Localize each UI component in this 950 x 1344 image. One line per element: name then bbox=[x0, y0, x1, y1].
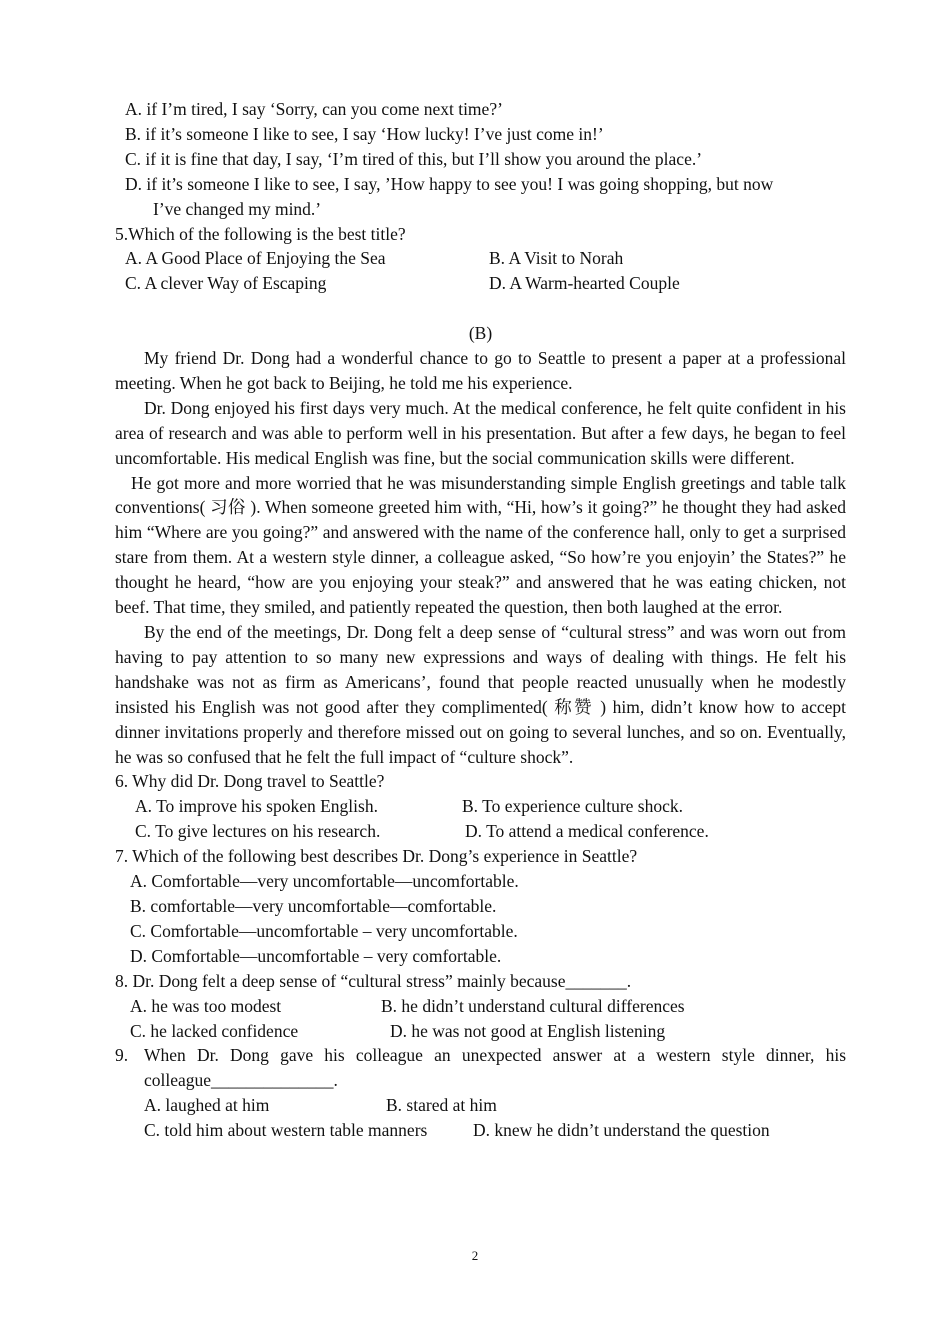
section-b-heading: (B) bbox=[468, 323, 493, 344]
q5-option-b: B. A Visit to Norah bbox=[489, 248, 624, 269]
q6-option-c: C. To give lectures on his research. bbox=[135, 821, 381, 842]
spacer bbox=[115, 296, 846, 321]
q5-option-a: A. A Good Place of Enjoying the Sea bbox=[125, 248, 386, 269]
q4-option-d: D. if it’s someone I like to see, I say, ’How happy to see you! I was going shopping, but now bbox=[125, 173, 774, 194]
q9-option-d: D. knew he didn’t understand the question bbox=[473, 1120, 770, 1141]
q9-number: 9. bbox=[115, 1045, 129, 1066]
q6-options-row-1 bbox=[115, 794, 846, 819]
q7-option-d: D. Comfortable—uncomfortable – very comfortable. bbox=[130, 945, 502, 966]
q9-option-a: A. laughed at him bbox=[144, 1095, 270, 1116]
q9-options-row-1 bbox=[115, 1093, 846, 1118]
q4-option-d-continued: I’ve changed my mind.’ bbox=[153, 198, 322, 219]
passage-paragraph-3: He got more and more worried that he was misunderstanding simple English greetings and table talk conventions( 习俗 ). When someone greeted him with, “Hi, how’s it going?” he thought they had asked him “Where are you going?” and answered with the name of the conference hall, only to get a surprised stare from them. At a western style dinner, a colleague asked, “So how’re you enjoyin’ the States?” he thought he heard, “how are you enjoying your steak?” and answered that he was eating chicken, not beef. That time, they smiled, and patiently repeated the question, then both laughed at the error. bbox=[115, 472, 846, 618]
q9-question bbox=[115, 1043, 846, 1093]
q6-stem: 6. Why did Dr. Dong travel to Seattle? bbox=[115, 771, 385, 792]
q9-options-row-2 bbox=[115, 1118, 846, 1143]
q4-option-b: B. if it’s someone I like to see, I say ‘How lucky! I’ve just come in!’ bbox=[125, 123, 604, 144]
q7-option-b: B. comfortable—very uncomfortable—comfortable. bbox=[130, 895, 497, 916]
q4-option-c: C. if it is fine that day, I say, ‘I’m tired of this, but I’ll show you around the place.’ bbox=[125, 148, 703, 169]
q5-option-c: C. A clever Way of Escaping bbox=[125, 273, 327, 294]
q5-stem: 5.Which of the following is the best title? bbox=[115, 223, 406, 244]
q8-option-b: B. he didn’t understand cultural differences bbox=[381, 995, 685, 1016]
q9-option-c: C. told him about western table manners bbox=[144, 1120, 428, 1141]
q9-stem: When Dr. Dong gave his colleague an unexpected answer at a western style dinner, his colleague______________. bbox=[144, 1045, 846, 1091]
q9-option-b: B. stared at him bbox=[386, 1095, 497, 1116]
q4-option-a: A. if I’m tired, I say ‘Sorry, can you come next time?’ bbox=[125, 99, 503, 119]
q6-option-b: B. To experience culture shock. bbox=[462, 796, 684, 817]
q5-options-row-1 bbox=[115, 246, 846, 271]
q8-options-row-2 bbox=[115, 1019, 846, 1044]
q8-option-d: D. he was not good at English listening bbox=[390, 1020, 666, 1041]
q8-option-a: A. he was too modest bbox=[130, 995, 282, 1016]
q7-option-a: A. Comfortable—very uncomfortable—uncomfortable. bbox=[130, 871, 519, 892]
page-number: 2 bbox=[471, 1248, 479, 1263]
q7-option-c: C. Comfortable—uncomfortable – very uncomfortable. bbox=[130, 920, 518, 941]
passage-paragraph-1: My friend Dr. Dong had a wonderful chance to go to Seattle to present a paper at a professional meeting. When he got back to Beijing, he told me his experience. bbox=[115, 348, 846, 393]
page-content bbox=[115, 97, 846, 1143]
q8-options-row-1 bbox=[115, 994, 846, 1019]
q8-stem: 8. Dr. Dong felt a deep sense of “cultural stress” mainly because_______. bbox=[115, 970, 632, 991]
passage-paragraph-2: Dr. Dong enjoyed his first days very much. At the medical conference, he felt quite confident in his area of research and was able to perform well in his presentation. But after a few days, he began to feel uncomfortable. His medical English was fine, but the social communication skills were different. bbox=[115, 397, 846, 468]
q7-stem: 7. Which of the following best describes Dr. Dong’s experience in Seattle? bbox=[115, 846, 638, 867]
q5-options-row-2 bbox=[115, 271, 846, 296]
q5-option-d: D. A Warm-hearted Couple bbox=[489, 273, 680, 294]
q8-option-c: C. he lacked confidence bbox=[130, 1020, 299, 1041]
q6-options-row-2 bbox=[115, 819, 846, 844]
q6-option-d: D. To attend a medical conference. bbox=[465, 821, 709, 842]
q6-option-a: A. To improve his spoken English. bbox=[135, 796, 378, 817]
passage-paragraph-4: By the end of the meetings, Dr. Dong felt a deep sense of “cultural stress” and was worn out from having to pay attention to so many new expressions and ways of dealing with things. He felt his handshake was not as firm as Americans’, found that people reacted unusually when he modestly insisted his English was not good after they complimented( 称赞 ) him, didn’t know how to accept dinner invitations properly and therefore missed out on going to several lunches, and so on. Eventually, he was so confused that he felt the full impact of “culture shock”. bbox=[115, 622, 846, 767]
